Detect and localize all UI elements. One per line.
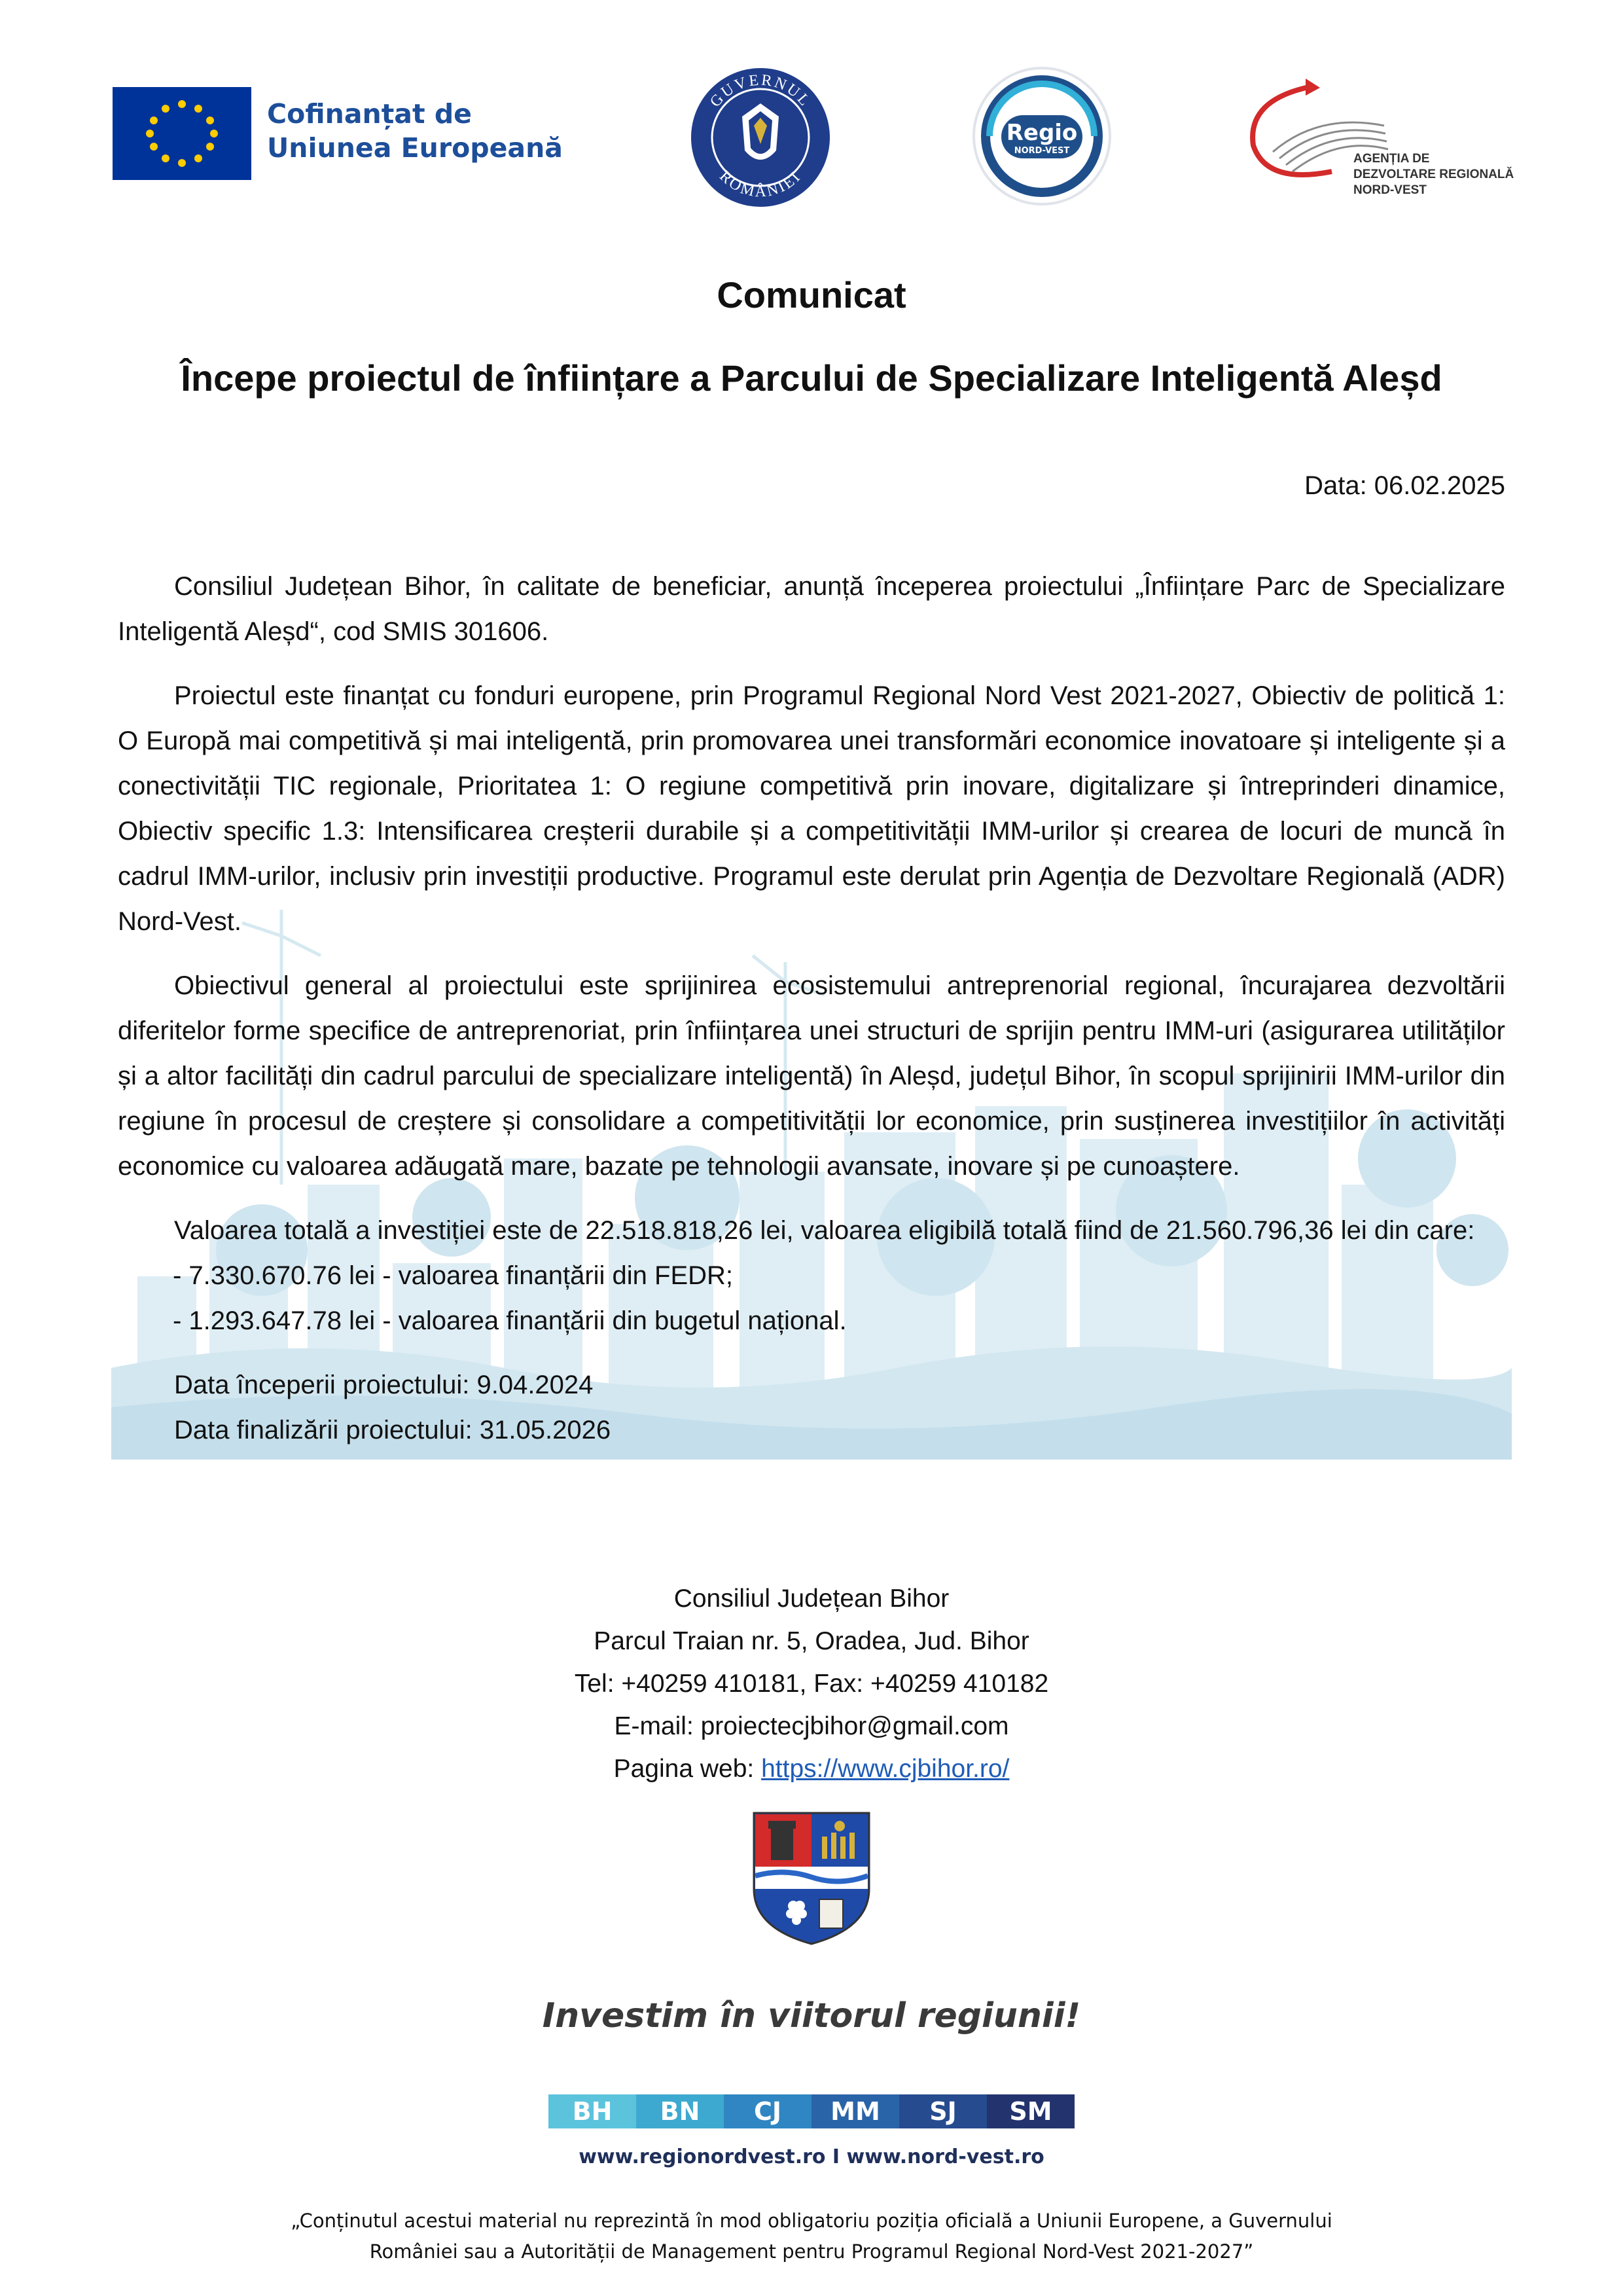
document-date: Data: 06.02.2025	[1304, 471, 1505, 500]
svg-text:NORD-VEST: NORD-VEST	[1353, 183, 1427, 197]
disclaimer-line1: „Conținutul acestui material nu reprezintă în mod obligatoriu poziția oficială a Uniunii Europene, a Guvernului	[291, 2210, 1332, 2232]
svg-text:NORD-VEST: NORD-VEST	[1014, 146, 1070, 156]
eu-disclaimer	[196, 2206, 1427, 2267]
eu-text-line2: Uniunea Europeană	[267, 132, 563, 164]
document-title: Comunicat	[717, 274, 906, 315]
county-mm: MM	[812, 2094, 899, 2128]
contact-web-link[interactable]: https://www.cjbihor.ro/	[761, 1755, 1010, 1783]
svg-text:GUVERNUL: GUVERNUL	[707, 71, 814, 111]
project-start-date: Data începerii proiectului: 9.04.2024	[174, 1371, 594, 1399]
slogan: Investim în viitorul regiunii!	[542, 1996, 1081, 2036]
county-codes-bar	[548, 2094, 1075, 2128]
paragraph-funding: Proiectul este finanțat cu fonduri europene, prin Programul Regional Nord Vest 2021-2027, Obiectiv de politică 1: O Europă mai competitivă și mai inteligentă, prin promovarea unei transformări economice inovatoare și inteligente și a conectivității TIC regionale, Prioritatea 1: O regiune competitivă prin inovare, digitalizare și întreprinderi dinamice, Obiectiv specific 1.3: Intensificarea creșterii durabile și a competitivității IMM-urilor și crearea de locuri de muncă în cadrul IMM-urilor, inclusiv prin investiții productive. Programul este derulat prin Agenția de Dezvoltare Regională (ADR) Nord-Vest.	[118, 681, 1505, 936]
disclaimer-line2: României sau a Autorității de Management pentru Programul Regional Nord-Vest 2021-2027”	[369, 2240, 1254, 2263]
svg-text:ROMÂNIEI: ROMÂNIEI	[716, 168, 805, 201]
contact-block	[0, 1577, 1623, 1790]
regio-nord-vest-logo	[963, 64, 1120, 208]
contact-web	[0, 1748, 1623, 1790]
county-sj: SJ	[899, 2094, 987, 2128]
document-subtitle: Începe proiectul de înființare a Parcului de Specializare Inteligentă Aleșd	[181, 357, 1442, 399]
county-cj: CJ	[724, 2094, 812, 2128]
document-body	[118, 564, 1505, 1453]
eu-cofinancing-label	[267, 97, 563, 165]
adr-nord-vest-logo	[1234, 73, 1515, 204]
eu-flag-icon	[113, 87, 251, 180]
paragraph-intro: Consiliul Județean Bihor, în calitate de beneficiar, anunță începerea proiectului „Înființare Parc de Specializare Inteligentă Aleșd“, cod SMIS 301606.	[118, 572, 1505, 646]
county-bn: BN	[636, 2094, 724, 2128]
contact-address: Parcul Traian nr. 5, Oradea, Jud. Bihor	[594, 1627, 1029, 1655]
county-sm: SM	[987, 2094, 1075, 2128]
eu-text-line1: Cofinanțat de	[267, 98, 472, 130]
contact-web-label: Pagina web:	[613, 1755, 762, 1783]
paragraph-investment-value: Valoarea totală a investiției este de 22.518.818,26 lei, valoarea eligibilă totală fiind de 21.560.796,36 lei din care:	[174, 1216, 1475, 1245]
svg-text:AGENȚIA DE: AGENȚIA DE	[1353, 152, 1430, 166]
list-item-national-budget: - 1.293.647.78 lei - valoarea finanțării din bugetul național.	[173, 1306, 847, 1335]
bihor-coat-of-arms-icon	[751, 1810, 872, 1946]
paragraph-objective: Obiectivul general al proiectului este sprijinirea ecosistemului antreprenorial regional, încurajarea dezvoltării diferitelor forme specifice de antreprenoriat, prin înființarea unei structuri de sprijin pentru IMM-uri (asigurarea utilităților și a altor facilități din cadrul parcului de specializare inteligentă) în Aleșd, județul Bihor, în scopul sprijinirii IMM-urilor din regiune în procesul de creștere și consolidare a competitivității lor economice, prin susținerea investițiilor în activități economice cu valoarea adăugată mare, bazate pe tehnologii avansate, inovare și pe cunoaștere.	[118, 971, 1505, 1181]
project-end-date: Data finalizării proiectului: 31.05.2026	[174, 1416, 611, 1444]
contact-phone: Tel: +40259 410181, Fax: +40259 410182	[574, 1670, 1049, 1698]
svg-text:Regio: Regio	[1006, 120, 1078, 146]
contact-org: Consiliul Județean Bihor	[673, 1585, 950, 1613]
romanian-government-seal-logo	[688, 65, 832, 209]
regional-websites: www.regionordvest.ro I www.nord-vest.ro	[579, 2145, 1044, 2168]
funding-breakdown-list	[118, 1253, 1505, 1344]
svg-text:DEZVOLTARE REGIONALĂ: DEZVOLTARE REGIONALĂ	[1353, 168, 1514, 181]
list-item-fedr: - 7.330.670.76 lei - valoarea finanțării din FEDR;	[173, 1261, 734, 1290]
county-bh: BH	[548, 2094, 636, 2128]
contact-email: E-mail: proiectecjbihor@gmail.com	[614, 1712, 1009, 1740]
